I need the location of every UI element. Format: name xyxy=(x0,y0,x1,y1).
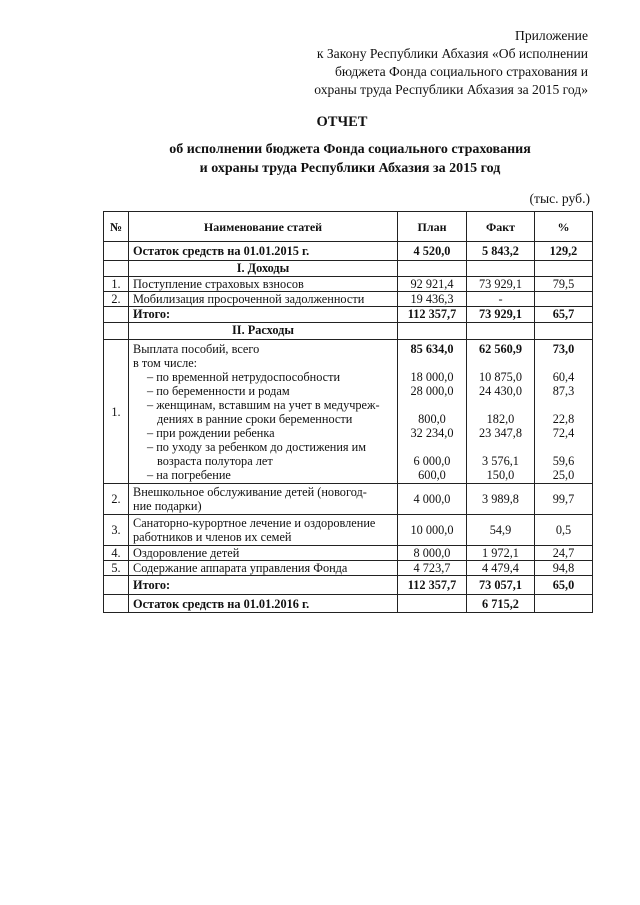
cell-plan: 92 921,4 xyxy=(398,277,467,292)
cell-plan: 8 000,0 xyxy=(398,546,467,561)
benefits-title: Выплата пособий, всего xyxy=(133,342,260,356)
cell-name: Итого: xyxy=(129,576,398,595)
units-label: (тыс. руб.) xyxy=(529,191,590,206)
cell-name: Оздоровление детей xyxy=(129,546,398,561)
income-section-row xyxy=(104,261,593,277)
item-plan: 32 234,0 xyxy=(410,426,454,440)
item-plan: 18 000,0 xyxy=(410,370,454,384)
appendix-line: Приложение xyxy=(515,28,588,43)
cell-pct: 65,0 xyxy=(535,576,593,595)
cell-plan: 112 357,7 xyxy=(398,576,467,595)
document-title: ОТЧЕТ xyxy=(316,114,368,130)
cell-num xyxy=(104,261,129,277)
cell-num: 3. xyxy=(104,515,129,546)
benefit-item-cont: дениях в ранние сроки беременности xyxy=(157,412,353,426)
item-fact: 150,0 xyxy=(486,468,515,482)
cell-plan: 19 436,3 xyxy=(398,292,467,307)
cell-plan xyxy=(398,261,467,277)
item-pct: 59,6 xyxy=(552,454,575,468)
cell-name: Мобилизация просроченной задолженности xyxy=(129,292,398,307)
benefit-item: – по временной нетрудоспособности xyxy=(147,370,341,384)
cell-pct: 24,7 xyxy=(535,546,593,561)
cell-name xyxy=(129,340,398,484)
cell-pct xyxy=(535,323,593,340)
item-pct: 22,8 xyxy=(552,412,575,426)
cell-pct xyxy=(535,292,593,307)
cell-fact xyxy=(467,323,535,340)
cell-fact: 6 715,2 xyxy=(467,595,535,613)
table-header-row xyxy=(104,212,593,242)
table-row xyxy=(104,561,593,576)
header-pct: % xyxy=(535,212,593,242)
section-heading: I. Доходы xyxy=(129,261,398,277)
cell-name: Содержание аппарата управления Фонда xyxy=(129,561,398,576)
cell-pct xyxy=(535,595,593,613)
section-heading: II. Расходы xyxy=(129,323,398,340)
benefit-item: – при рождении ребенка xyxy=(147,426,275,440)
cell-pct: 129,2 xyxy=(535,242,593,261)
subtitle-line: и охраны труда Республики Абхазия за 2015 год xyxy=(199,161,501,176)
cell-plan: 4 520,0 xyxy=(398,242,467,261)
cell-num: 4. xyxy=(104,546,129,561)
benefit-item: – по беременности и родам xyxy=(147,384,290,398)
name-line: работников и членов их семей xyxy=(133,530,292,544)
cell-fact: 73 929,1 xyxy=(467,307,535,323)
item-fact: 182,0 xyxy=(486,412,515,426)
expense-section-row xyxy=(104,323,593,340)
cell-name xyxy=(129,515,398,546)
cell-name: Поступление страховых взносов xyxy=(129,277,398,292)
cell-plan xyxy=(398,323,467,340)
cell-fact: 5 843,2 xyxy=(467,242,535,261)
cell-fact: 73 057,1 xyxy=(467,576,535,595)
cell-fact xyxy=(467,340,535,484)
table-row xyxy=(104,277,593,292)
item-pct: 87,3 xyxy=(552,384,575,398)
cell-num: 2. xyxy=(104,484,129,515)
cell-num xyxy=(104,576,129,595)
document-subtitle xyxy=(100,140,600,178)
cell-plan xyxy=(398,340,467,484)
header-name: Наименование статей xyxy=(129,212,398,242)
name-line: Санаторно-курортное лечение и оздоровление xyxy=(133,516,376,530)
cell-fact: 73 929,1 xyxy=(467,277,535,292)
header-num: № xyxy=(104,212,129,242)
cell-fact: 54,9 xyxy=(467,515,535,546)
cell-pct: 79,5 xyxy=(535,277,593,292)
cell-pct xyxy=(535,340,593,484)
budget-report-table xyxy=(103,211,593,613)
item-pct: 25,0 xyxy=(552,468,575,482)
benefits-row xyxy=(104,340,593,484)
appendix-line: охраны труда Республики Абхазия за 2015 год» xyxy=(314,82,588,97)
closing-balance-row xyxy=(104,595,593,613)
table-row xyxy=(104,484,593,515)
cell-fact: - xyxy=(467,292,535,307)
cell-fact: 3 989,8 xyxy=(467,484,535,515)
cell-plan: 4 723,7 xyxy=(398,561,467,576)
cell-pct: 65,7 xyxy=(535,307,593,323)
cell-plan: 112 357,7 xyxy=(398,307,467,323)
cell-num xyxy=(104,595,129,613)
cell-name: Остаток средств на 01.01.2016 г. xyxy=(129,595,398,613)
item-plan: 800,0 xyxy=(418,412,446,426)
cell-pct: 99,7 xyxy=(535,484,593,515)
header-plan: План xyxy=(398,212,467,242)
name-line: Внешкольное обслуживание детей (новогод- xyxy=(133,485,367,499)
cell-fact: 1 972,1 xyxy=(467,546,535,561)
benefits-including: в том числе: xyxy=(133,356,198,370)
cell-name: Итого: xyxy=(129,307,398,323)
cell-plan: 4 000,0 xyxy=(398,484,467,515)
cell-plan: 10 000,0 xyxy=(398,515,467,546)
benefits-fact: 62 560,9 xyxy=(478,342,523,356)
benefit-item: – женщинам, вставшим на учет в медучреж- xyxy=(147,398,380,412)
appendix-note xyxy=(314,27,588,99)
cell-num xyxy=(104,242,129,261)
benefits-plan: 85 634,0 xyxy=(410,342,454,356)
item-fact: 3 576,1 xyxy=(482,454,519,468)
table-row xyxy=(104,515,593,546)
cell-name xyxy=(129,484,398,515)
item-fact: 10 875,0 xyxy=(478,370,523,384)
item-pct: 72,4 xyxy=(552,426,575,440)
cell-plan xyxy=(398,595,467,613)
cell-name: Остаток средств на 01.01.2015 г. xyxy=(129,242,398,261)
cell-num xyxy=(104,323,129,340)
cell-pct: 0,5 xyxy=(535,515,593,546)
subtitle-line: об исполнении бюджета Фонда социального страхования xyxy=(169,142,531,157)
benefit-item: – на погребение xyxy=(147,468,231,482)
cell-pct xyxy=(535,261,593,277)
appendix-line: бюджета Фонда социального страхования и xyxy=(334,64,588,79)
cell-pct: 94,8 xyxy=(535,561,593,576)
item-plan: 28 000,0 xyxy=(410,384,454,398)
item-plan: 6 000,0 xyxy=(413,454,451,468)
cell-num: 2. xyxy=(104,292,129,307)
opening-balance-row xyxy=(104,242,593,261)
benefit-item: – по уходу за ребенком до достижения им xyxy=(147,440,367,454)
cell-num: 1. xyxy=(104,277,129,292)
cell-num: 1. xyxy=(104,340,129,484)
cell-fact xyxy=(467,261,535,277)
appendix-line: к Закону Республики Абхазия «Об исполнении xyxy=(316,46,588,61)
income-total-row xyxy=(104,307,593,323)
cell-fact: 4 479,4 xyxy=(467,561,535,576)
table-row xyxy=(104,546,593,561)
item-plan: 600,0 xyxy=(418,468,446,482)
item-pct: 60,4 xyxy=(552,370,575,384)
item-fact: 23 347,8 xyxy=(478,426,523,440)
benefits-pct: 73,0 xyxy=(552,342,575,356)
header-fact: Факт xyxy=(467,212,535,242)
name-line: ние подарки) xyxy=(133,499,202,513)
item-fact: 24 430,0 xyxy=(478,384,523,398)
cell-num: 5. xyxy=(104,561,129,576)
expense-total-row xyxy=(104,576,593,595)
benefit-item-cont: возраста полутора лет xyxy=(157,454,273,468)
table-row xyxy=(104,292,593,307)
cell-num xyxy=(104,307,129,323)
